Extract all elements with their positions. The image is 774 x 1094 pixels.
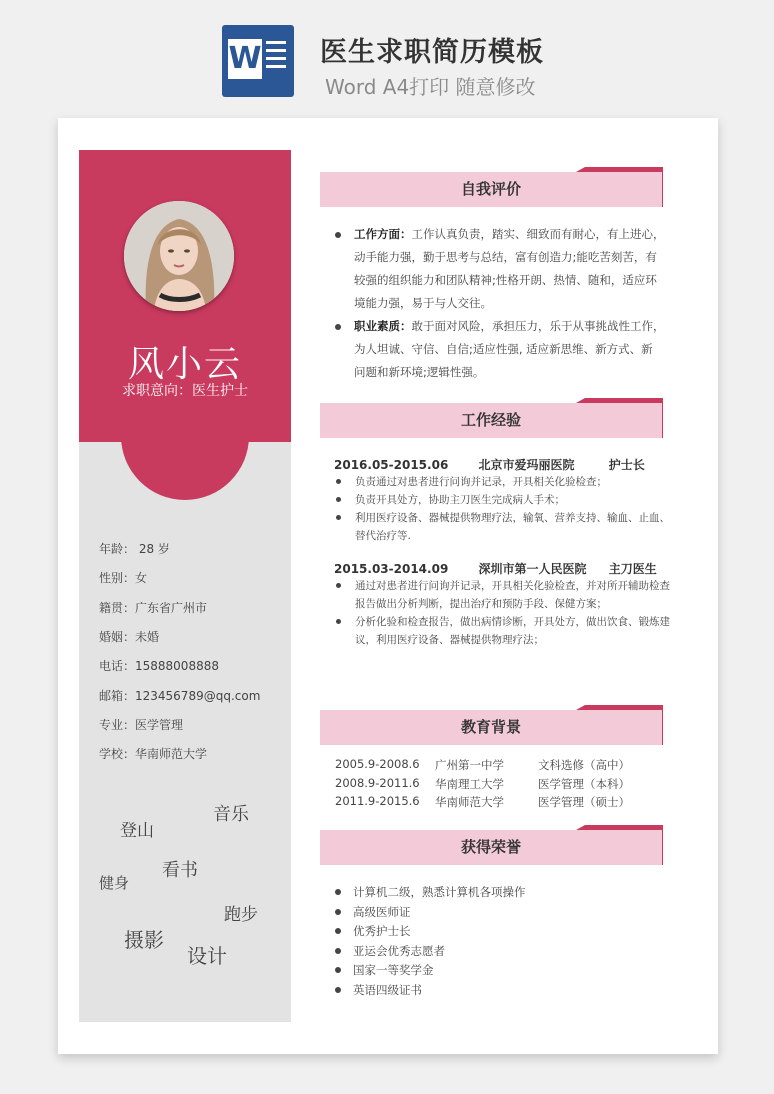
edu-1-period: 2005.9-2008.6 [335,757,420,771]
honor-item: 英语四级证书 [353,983,422,997]
job-1-header [334,456,645,473]
bullet [335,324,341,330]
hobby-reading: 看书 [162,860,198,881]
self-eval-quality-line-1: 职业素质：敢于面对风险，承担压力，乐于从事挑战性工作， [354,319,665,333]
hobby-photography: 摄影 [124,928,164,952]
hobby-running: 跑步 [224,905,258,925]
self-eval-work-line-2: 动手能力强，勤于思考与总结，富有创造力;能吃苦刻苦，有 [354,250,657,264]
job-2-item-1: 通过对患者进行问询并记录，开具相关化验检查，并对所开辅助检查 [355,580,670,592]
info-age: 年龄： 28 岁 [99,542,170,556]
hobby-fitness: 健身 [99,874,130,892]
resume-page [58,118,718,1054]
job-1-item-3: 利用医疗设备、器械提供物理疗法，输氧、营养支持、输血、止血、 [355,512,670,524]
page-header [0,0,774,110]
bullet [335,928,341,934]
sidebar-semicircle [121,396,249,500]
info-major: 专业：医学管理 [99,718,184,732]
hobby-design: 设计 [187,944,227,968]
job-intent: 求职意向：医生护士 [122,383,248,399]
self-eval-work-line-3: 较强的组织能力和团队精神;性格开朗、热情、随和，适应环 [354,273,657,287]
section-title-self: 自我评价 [460,180,521,198]
bullet [336,583,341,588]
job-1-period: 2016.05-2015.06 [334,458,449,472]
honor-item: 亚运会优秀志愿者 [353,944,445,958]
self-eval-work-line-4: 境能力强，易于与人交往。 [354,296,492,310]
self-eval-quality-line-3: 问题和新环境;逻辑性强。 [354,365,485,379]
bullet [335,948,341,954]
bullet [335,967,341,973]
self-eval-work-line-1: 工作方面：工作认真负责，踏实、细致而有耐心，有上进心， [354,227,665,241]
word-letter: W [228,39,262,79]
honor-item: 高级医师证 [353,905,411,919]
bullet [335,987,341,993]
section-bar-self [320,172,662,207]
job-1-org: 北京市爱玛丽医院 [478,458,575,472]
section-bar-work [320,403,662,438]
edu-3-major: 医学管理（硕士） [538,795,630,809]
job-2-period: 2015.03-2014.09 [334,562,449,576]
portrait-image [124,201,234,311]
info-gender: 性别：女 [99,571,148,585]
job-1-item-2: 负责开具处方，协助主刀医生完成病人手术； [355,494,565,506]
info-phone: 电话：15888008888 [99,659,219,673]
template-title: 医生求职简历模板 [320,37,544,68]
hobby-music: 音乐 [213,804,249,825]
edu-2-period: 2008.9-2011.6 [335,776,420,790]
job-1-item-1: 负责通过对患者进行问询并记录，开具相关化验检查； [355,476,607,488]
avatar [124,201,234,311]
info-school: 学校：华南师范大学 [99,747,208,761]
sidebar [79,150,291,1022]
edu-2-major: 医学管理（本科） [538,777,630,791]
job-2-item-1-cont: 报告做出分析判断，提出治疗和预防手段、保健方案； [355,598,607,610]
info-marital: 婚姻：未婚 [99,630,160,644]
bullet [335,889,341,895]
section-title-work: 工作经验 [460,411,521,429]
bullet [336,497,341,502]
word-lines-icon [266,41,286,73]
edu-3-school: 华南师范大学 [435,795,504,809]
info-hometown: 籍贯：广东省广州市 [99,601,208,615]
job-2-role: 主刀医生 [608,562,657,576]
edu-2-school: 华南理工大学 [435,777,504,791]
section-bar-honor [320,830,662,865]
info-email: 邮箱：123456789@qq.com [99,689,261,703]
honor-item: 优秀护士长 [353,924,411,938]
job-2-item-2: 分析化验和检查报告，做出病情诊断，开具处方，做出饮食、锻炼建 [355,616,670,628]
job-1-role: 护士长 [608,458,645,472]
hobby-hiking: 登山 [120,821,154,841]
self-eval-quality-line-2: 为人坦诚、守信、自信;适应性强, 适应新思维、新方式、新 [354,342,653,356]
job-1-item-3-cont: 替代治疗等. [355,530,411,542]
template-subtitle: Word A4打印 随意修改 [325,75,536,99]
job-2-header [334,560,657,577]
job-2-item-2-cont: 议，利用医疗设备、器械提供物理疗法； [355,634,544,646]
bullet [335,909,341,915]
section-title-edu: 教育背景 [460,718,521,736]
edu-3-period: 2011.9-2015.6 [335,794,420,808]
bullet [336,515,341,520]
bullet [336,479,341,484]
honor-item: 计算机二级，熟悉计算机各项操作 [353,885,526,899]
profile-name: 风小云 [127,344,242,385]
section-title-honor: 获得荣誉 [460,838,521,856]
section-bar-edu [320,710,662,745]
job-2-org: 深圳市第一人民医院 [478,562,587,576]
edu-1-major: 文科选修（高中） [538,758,630,772]
bullet [335,232,341,238]
honor-item: 国家一等奖学金 [353,963,434,977]
word-icon [222,25,294,97]
bullet [336,619,341,624]
edu-1-school: 广州第一中学 [435,758,504,772]
